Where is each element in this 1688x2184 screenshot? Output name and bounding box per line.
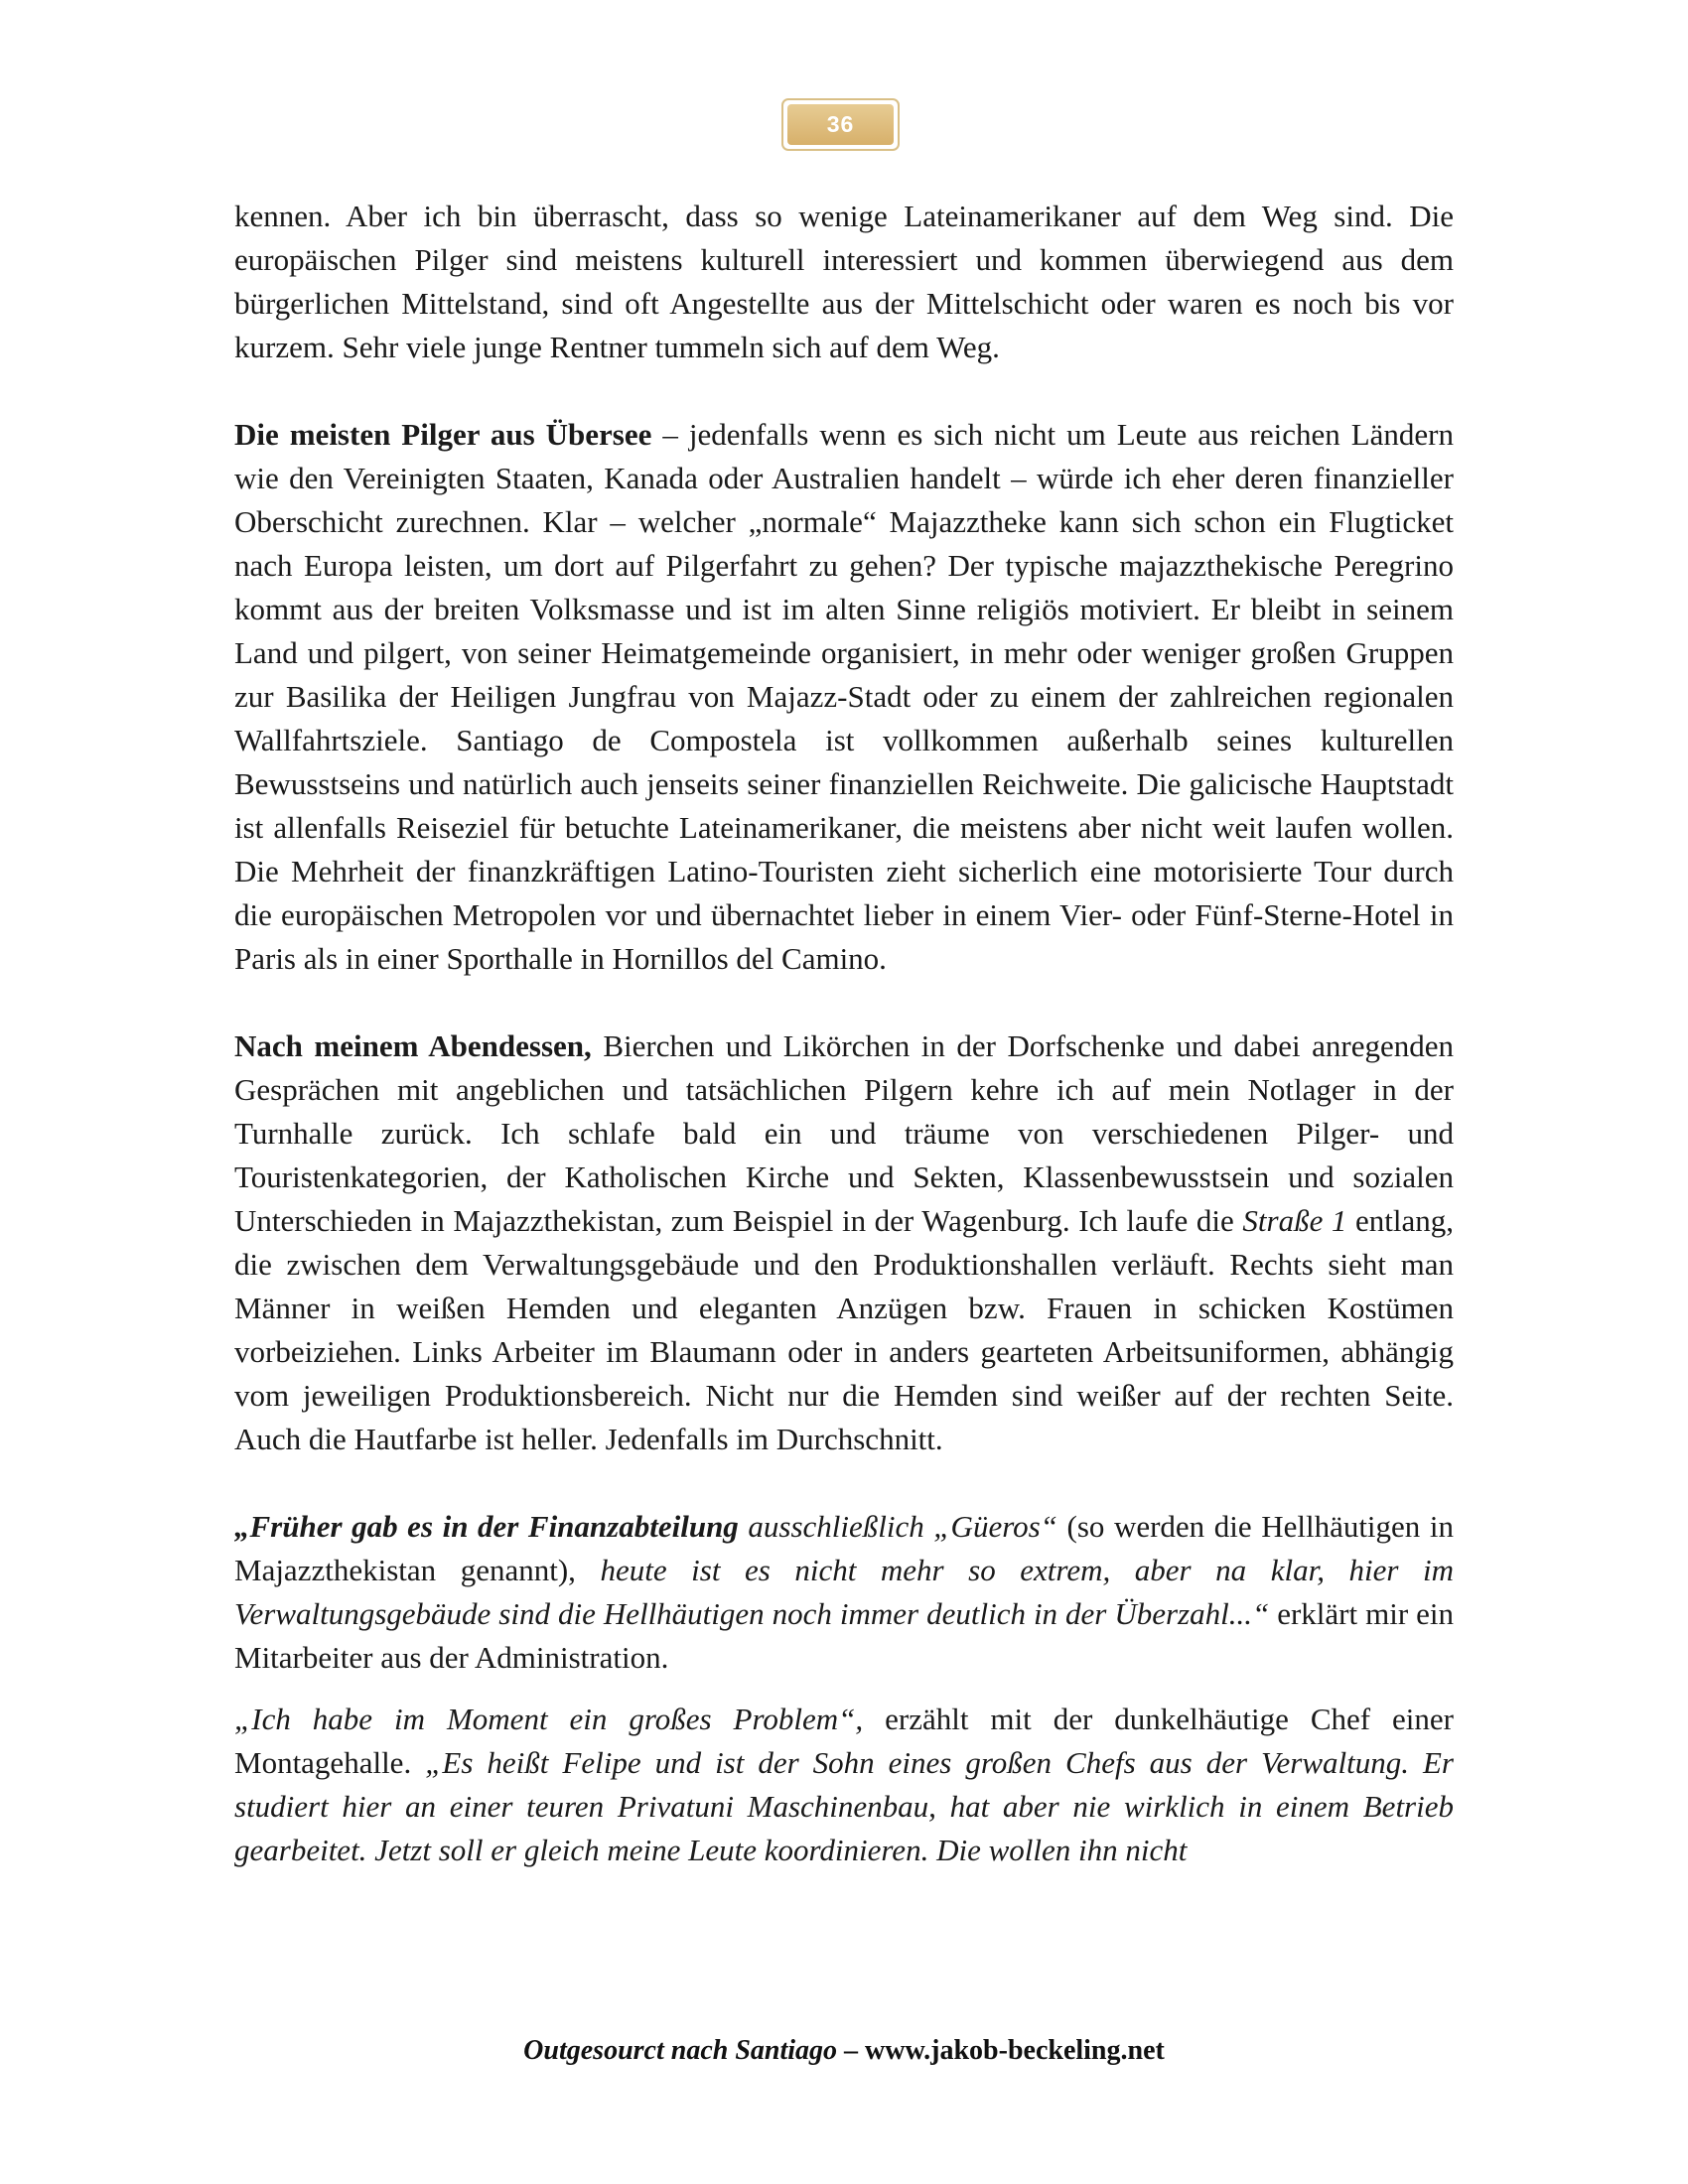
paragraph-2 — [234, 413, 1454, 981]
street-name: Straße 1 — [1242, 1203, 1347, 1238]
footer-book-title: Outgesourct nach Santiago — [523, 2035, 838, 2066]
paragraph-1 — [234, 195, 1454, 369]
paragraph-3 — [234, 1024, 1454, 1461]
paragraph-4 — [234, 1505, 1454, 1680]
paragraph-3-text-b: entlang, die zwischen dem Verwaltungsgebäude und den Produktionshallen verläuft. Rechts sieht man Männer in weißen Hemden und eleganten Anzügen bzw. Frauen in schicken Kostümen vorbeiziehen. Links Arbeiter im Blaumann oder in anders gearteten Arbeitsuniformen, abhängig vom jeweiligen Produktionsbereich. Nicht nur die Hemden sind weißer auf der rechten Seite. Auch die Hautfarbe ist heller. Jedenfalls im Durchschnitt. — [234, 1203, 1455, 1456]
paragraph-3-text-a: Bierchen und Likörchen in der Dorfschenke und dabei anregenden Gesprächen mit angeblichen und tatsächlichen Pilgern kehre ich auf mein Notlager in der Turnhalle zurück. Ich schlafe bald ein und träume von verschiedenen Pilger- und Touristenkategorien, der Katholischen Kirche und Sekten, Klassenbewusstsein und sozialen Unterschieden in Majazzthekistan, zum Beispiel in der Wagenburg. Ich laufe die — [234, 1028, 1455, 1238]
body-text — [234, 195, 1454, 1872]
paragraph-5-text-a: erzählt mit der dunkelhäutige Chef einer Montagehalle. — [234, 1702, 1455, 1780]
footer-website-link[interactable]: www.jakob-beckeling.net — [865, 2035, 1165, 2066]
paragraph-4-quote-b: heute ist es nicht mehr so extrem, aber na klar, hier im Verwaltungsgebäude sind die Hellhäutigen noch immer deutlich in der Überzahl...“ — [234, 1553, 1454, 1631]
paragraph-4-text-a: (so werden die Hellhäutigen in Majazzthekistan genannt), — [234, 1509, 1454, 1587]
page-number: 36 — [787, 104, 894, 145]
paragraph-2-text: – jedenfalls wenn es sich nicht um Leute aus reichen Ländern wie den Vereinigten Staaten, Kanada oder Australien handelt – würde ich eher deren finanzieller Oberschicht zurechnen. Klar – welcher „normale“ Majazztheke kann sich schon ein Flugticket nach Europa leisten, um dort auf Pilgerfahrt zu gehen? Der typische majazzthekische Peregrino kommt aus der breiten Volksmasse und ist im alten Sinne religiös motiviert. Er bleibt in seinem Land und pilgert, von seiner Heimatgemeinde organisiert, in mehr oder weniger großen Gruppen zur Basilika der Heiligen Jungfrau von Majazz-Stadt oder zu einem der zahlreichen regionalen Wallfahrtsziele. Santiago de Compostela ist vollkommen außerhalb seines kulturellen Bewusstseins und natürlich auch jenseits seiner finanziellen Reichweite. Die galicische Hauptstadt ist allenfalls Reiseziel für betuchte Lateinamerikaner, die meistens aber nicht weit laufen wollen. Die Mehrheit der finanzkräftigen Latino-Touristen zieht sicherlich eine motorisierte Tour durch die europäischen Metropolen vor und übernachtet lieber in einem Vier- oder Fünf-Sterne-Hotel in Paris als in einer Sporthalle in Hornillos del Camino. — [234, 417, 1455, 976]
page-number-badge — [781, 98, 900, 151]
paragraph-1-text: kennen. Aber ich bin überrascht, dass so wenige Lateinamerikaner auf dem Weg sind. Die europäischen Pilger sind meistens kulturell interessiert und kommen überwiegend aus dem bürgerlichen Mittelstand, sind oft Angestellte aus der Mittelschicht oder waren es noch bis vor kurzem. Sehr viele junge Rentner tummeln sich auf dem Weg. — [234, 199, 1454, 364]
paragraph-4-text-b: erklärt mir ein Mitarbeiter aus der Administration. — [234, 1596, 1455, 1675]
paragraph-5-quote-b: „Es heißt Felipe und ist der Sohn eines großen Chefs aus der Verwaltung. Er studiert hier an einer teuren Privatuni Maschinenbau, hat aber nie wirklich in einem Betrieb gearbeitet. Jetzt soll er gleich meine Leute koordinieren. Die wollen ihn nicht — [234, 1745, 1454, 1867]
paragraph-5 — [234, 1698, 1454, 1872]
paragraph-5-quote-a: „Ich habe im Moment ein großes Problem“, — [234, 1702, 864, 1736]
paragraph-3-lead: Nach meinem Abendessen, — [234, 1028, 592, 1063]
page-footer — [0, 2035, 1688, 2067]
footer-separator: – — [837, 2035, 866, 2066]
paragraph-4-lead: „Früher gab es in der Finanzabteilung — [234, 1509, 739, 1544]
paragraph-4-quote-a: ausschließlich „Güeros“ — [738, 1509, 1057, 1544]
paragraph-2-lead: Die meisten Pilger aus Übersee — [234, 417, 652, 452]
